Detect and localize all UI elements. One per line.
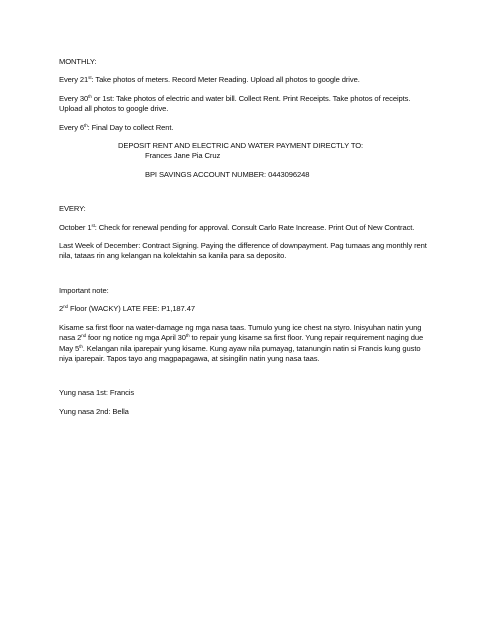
every-6th-text: : Final Day to collect Rent. [87,122,174,132]
october-suffix: st [91,222,95,228]
deposit-heading: DEPOSIT RENT AND ELECTRIC AND WATER PAYMENT DIRECTLY TO: [118,141,364,151]
every-30th-suffix: th [88,93,92,99]
every-21st-prefix: Every 21 [59,75,89,85]
every-30th-text: or 1st: Take photos of electric and water bill. Collect Rent. Print Receipts. Take photos of receipts. Upload all photos to google drive. [59,93,411,114]
every-21st-line [59,75,429,85]
document-body [59,57,429,417]
every-30th-prefix: Every 30 [59,93,89,103]
kisame-note-part4: . Kelangan nila iparepair yung kisame. Kung ayaw nila pumayag, tatanungin natin si Francis kung gusto niya iparepair. Tapos tayo ang magpapagawa, at sisingilin natin yung nasa taas. [59,343,421,363]
kisame-note [59,323,429,365]
deposit-account: BPI SAVINGS ACCOUNT NUMBER: 0443096248 [145,169,310,179]
every-6th-prefix: Every 6 [59,122,85,132]
first-floor-tenant: Yung nasa 1st: Francis [59,388,135,398]
every-6th-line [59,123,429,133]
every-30th-line [59,94,429,115]
kisame-note-sup2: th [185,333,190,339]
important-note-heading: Important note: [59,285,109,295]
every-6th-suffix: th [84,122,88,128]
october-prefix: October 1 [59,222,92,232]
late-fee-prefix: 2 [59,304,64,314]
late-fee-text: Floor (WACKY) LATE FEE: P1,187.47 [67,304,195,314]
kisame-note-part3: to repair yung kisame sa first floor. Yung repair requirement naging due May 5 [59,333,424,353]
second-floor-tenant: Yung nasa 2nd: Bella [59,406,129,416]
monthly-heading: MONTHLY: [59,57,97,66]
deposit-name: Frances Jane Pia Cruz [145,151,221,161]
kisame-note-part1: Kisame sa first floor na water-damage ng mga nasa taas. Tumulo yung ice chest na styro. Inisyuhan natin yung nasa 2 [59,322,422,343]
every-21st-suffix: st [88,75,92,81]
late-fee-line [59,304,429,314]
every-21st-text: : Take photos of meters. Record Meter Reading. Upload all photos to google drive. [91,75,360,85]
kisame-note-part2: foor ng notice ng mga April 30 [86,333,186,343]
kisame-note-sup1: nd [81,333,87,339]
october-text: : Check for renewal pending for approval. Consult Carlo Rate Increase. Print Out of New Contract. [94,222,415,232]
kisame-note-sup3: th [79,343,83,349]
late-fee-suffix: nd [63,304,68,310]
december-line: Last Week of December: Contract Signing. Paying the difference of downpayment. Pag tumaas ang monthly rent nila, tataas rin ang kelangan na kolektahin sa kanila para sa deposito. [59,241,427,261]
october-line [59,223,429,233]
every-heading: EVERY: [59,204,86,214]
